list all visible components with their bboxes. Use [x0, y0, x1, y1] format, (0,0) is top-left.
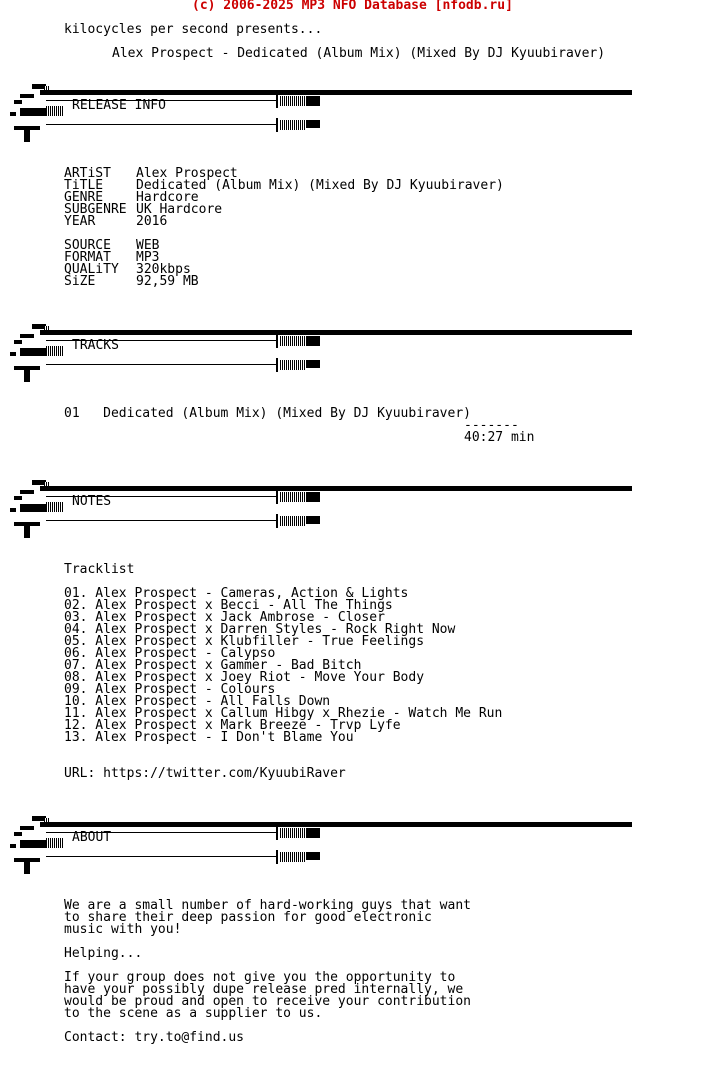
- about-line: We are a small number of hard-working guys that want: [64, 898, 471, 913]
- release-info-key: SUBGENRE: [64, 202, 127, 217]
- release-info-key: TiTLE: [64, 178, 104, 193]
- tracklist-item: 03. Alex Prospect x Jack Ambrose - Closer: [64, 610, 385, 625]
- tracklist-item: 01. Alex Prospect - Cameras, Action & Lights: [64, 586, 409, 601]
- about-line: have your possibly dupe release pred internally, we: [64, 982, 464, 997]
- section-title: TRACKS: [72, 338, 119, 353]
- release-info-value: UK Hardcore: [136, 202, 223, 217]
- tracks-total-time: 40:27 min: [464, 430, 535, 445]
- section-title: RELEASE INFO: [72, 98, 166, 113]
- release-info-value: 2016: [136, 214, 168, 229]
- tracklist-item: 02. Alex Prospect x Becci - All The Things: [64, 598, 393, 613]
- about-line: to share their deep passion for good electronic: [64, 910, 432, 925]
- tracklist-heading: Tracklist: [64, 562, 135, 577]
- section-banner-notes: [10, 480, 640, 540]
- presenter-line: kilocycles per second presents...: [64, 22, 323, 37]
- release-info-key: ARTiST: [64, 166, 111, 181]
- release-info-key: SOURCE: [64, 238, 111, 253]
- tracklist-item: 08. Alex Prospect x Joey Riot - Move Your Body: [64, 670, 425, 685]
- url-line: URL: https://twitter.com/KyuubiRaver: [64, 766, 346, 781]
- about-line: to the scene as a supplier to us.: [64, 1006, 323, 1021]
- helping-line: Helping...: [64, 946, 143, 961]
- release-info-row: [64, 274, 199, 289]
- about-line: would be proud and open to receive your contribution: [64, 994, 471, 1009]
- tracklist-item: 10. Alex Prospect - All Falls Down: [64, 694, 331, 709]
- release-info-value: 92,59 MB: [136, 274, 199, 289]
- about-line: If your group does not give you the opportunity to: [64, 970, 456, 985]
- release-info-value: 320kbps: [136, 262, 191, 277]
- tracks-separator: -------: [464, 418, 519, 433]
- tracklist-item: 07. Alex Prospect x Gammer - Bad Bitch: [64, 658, 362, 673]
- contact-line: Contact: try.to@find.us: [64, 1030, 245, 1045]
- release-info-key: GENRE: [64, 190, 104, 205]
- tracklist-item: 12. Alex Prospect x Mark Breeze - Trvp Lyfe: [64, 718, 401, 733]
- tracklist-item: 04. Alex Prospect x Darren Styles - Rock Right Now: [64, 622, 456, 637]
- track-row: [64, 408, 471, 420]
- release-info-key: FORMAT: [64, 250, 111, 265]
- section-banner-tracks: [10, 324, 640, 384]
- track-title: Dedicated (Album Mix) (Mixed By DJ Kyuubiraver): [103, 406, 471, 421]
- copyright-line: (c) 2006-2025 MP3 NFO Database [nfodb.ru]: [192, 0, 513, 13]
- release-info-value: Alex Prospect: [136, 166, 238, 181]
- release-info-row: [64, 214, 168, 229]
- tracklist-item: 11. Alex Prospect x Callum Hibgy x Rhezie - Watch Me Run: [64, 706, 503, 721]
- section-title: NOTES: [72, 494, 112, 509]
- release-info-key: YEAR: [64, 214, 96, 229]
- release-info-value: Dedicated (Album Mix) (Mixed By DJ Kyuubiraver): [136, 178, 504, 193]
- about-line: music with you!: [64, 922, 182, 937]
- tracklist-item: 13. Alex Prospect - I Don't Blame You: [64, 730, 354, 745]
- section-title: ABOUT: [72, 830, 112, 845]
- release-title-line: Alex Prospect - Dedicated (Album Mix) (Mixed By DJ Kyuubiraver): [112, 46, 606, 61]
- release-info-value: Hardcore: [136, 190, 199, 205]
- release-info-value: WEB: [136, 238, 160, 253]
- tracklist-item: 09. Alex Prospect - Colours: [64, 682, 276, 697]
- release-info-key: SiZE: [64, 274, 96, 289]
- tracklist-item: 05. Alex Prospect x Klubfiller - True Feelings: [64, 634, 425, 649]
- release-info-key: QUALiTY: [64, 262, 119, 277]
- tracklist-item: 06. Alex Prospect - Calypso: [64, 646, 276, 661]
- section-banner-release-info: [10, 84, 640, 144]
- track-number: 01: [64, 406, 80, 421]
- section-banner-about: [10, 816, 640, 876]
- release-info-value: MP3: [136, 250, 160, 265]
